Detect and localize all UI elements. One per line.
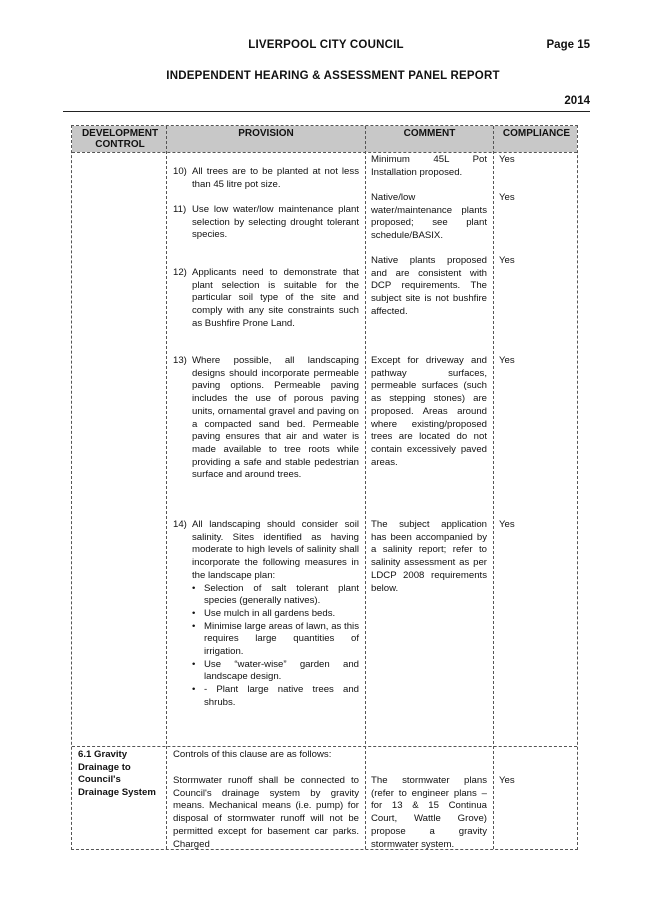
bullet-item: • Selection of salt tolerant plant species (generally natives). — [192, 583, 359, 608]
header-rule — [63, 111, 590, 112]
provision-text-block — [192, 519, 359, 710]
comment-text: Minimum 45L Pot Installation proposed. — [371, 154, 487, 178]
provision-number: 14) — [173, 519, 187, 530]
bullet-item: • Use mulch in all gardens beds. — [192, 608, 359, 621]
provision-text: All trees are to be planted at not less than 45 litre pot size. — [192, 166, 359, 190]
column-divider — [493, 126, 494, 849]
comment-text: Except for driveway and pathway surfaces, permeable surfaces (such as stepping stones) are proposed. Areas around where existing/proposed trees are located do not contain excessively paved areas. — [371, 355, 487, 468]
provision-text: Use low water/low maintenance plant selection by selecting drought tolerant species. — [192, 204, 359, 241]
council-name: LIVERPOOL CITY COUNCIL — [248, 39, 404, 51]
row-divider — [72, 152, 577, 153]
header-comment: COMMENT — [403, 128, 456, 139]
provision-number: 12) — [173, 267, 187, 278]
section-provision-text: Stormwater runoff shall be connected to Council's drainage system by gravity means. Mechanical means (i.e. pump) for disposal of stormwater runoff will not be permitted except for basement car parks. Charged — [173, 775, 359, 850]
compliance-value: Yes — [499, 519, 515, 530]
section-intro: Controls of this clause are as follows: — [173, 749, 332, 760]
comment-text: Native plants proposed and are consistent with DCP requirements. The subject site is not bushfire affected. — [371, 255, 487, 317]
column-divider — [365, 126, 366, 849]
bullet-item: • Minimise large areas of lawn, as this requires large quantities of irrigation. — [192, 621, 359, 659]
header-development-control: DEVELOPMENT CONTROL — [81, 128, 159, 150]
section-compliance-value: Yes — [499, 775, 515, 786]
provision-text: Applicants need to demonstrate that plant selection is suitable for the particular soil type of the site and comply with any site constraints such as Bushfire Prone Land. — [192, 267, 359, 329]
section-control-title: 6.1 Gravity Drainage to Council's Drainage System — [78, 749, 156, 799]
compliance-value: Yes — [499, 154, 515, 165]
provision-text: Where possible, all landscaping designs should incorporate permeable paving options. Permeable paving includes the use of porous paving units, ornamental gravel and paving on a compacted sand bed. Permeable paving ensures that air and water is made available to tree roots while providing a safe and stable pedestrian surface and around trees. — [192, 355, 359, 481]
provision-number: 11) — [173, 204, 187, 215]
provision-number: 10) — [173, 166, 187, 177]
comment-text: Native/low water/maintenance plants proposed; see plant schedule/BASIX. — [371, 192, 487, 242]
bullet-item: • Use “water-wise” garden and landscape design. — [192, 659, 359, 684]
header-compliance: COMPLIANCE — [502, 128, 571, 139]
column-divider — [166, 126, 167, 849]
provision-text: All landscaping should consider soil salinity. Sites identified as having moderate to high levels of salinity shall incorporate the following measures in the landscape plan: — [192, 519, 359, 581]
page-number: Page 15 — [546, 39, 590, 51]
assessment-table — [71, 125, 578, 850]
report-year: 2014 — [564, 95, 590, 107]
report-title: INDEPENDENT HEARING & ASSESSMENT PANEL REPORT — [166, 70, 500, 82]
header-provision: PROVISION — [238, 128, 294, 139]
comment-text: The subject application has been accompanied by a salinity report; refer to salinity assessment as per LDCP 2008 requirements below. — [371, 519, 487, 594]
bullet-item: • - Plant large native trees and shrubs. — [192, 684, 359, 709]
compliance-value: Yes — [499, 255, 515, 266]
compliance-value: Yes — [499, 192, 515, 203]
row-divider — [72, 746, 577, 747]
compliance-value: Yes — [499, 355, 515, 366]
provision-number: 13) — [173, 355, 187, 366]
section-comment-text: The stormwater plans (refer to engineer plans – for 13 & 15 Continua Court, Wattle Grove) propose a gravity stormwater system. — [371, 775, 487, 850]
